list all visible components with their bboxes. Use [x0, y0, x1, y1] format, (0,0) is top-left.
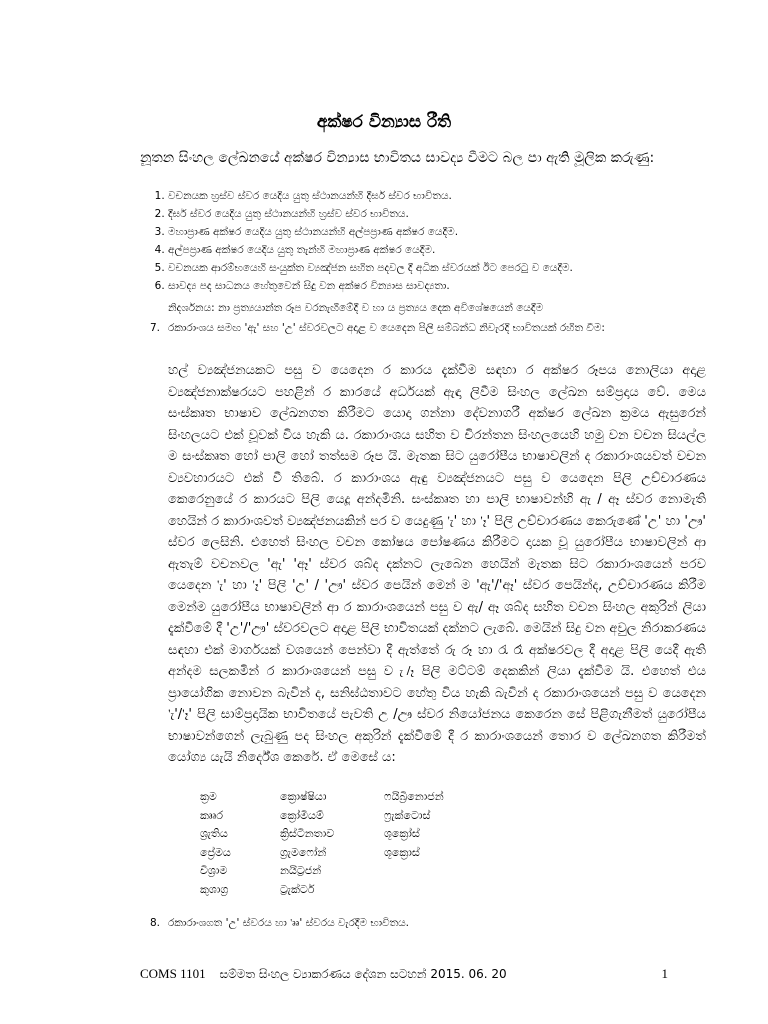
rule-item: 1. වචනයක හ්‍රස්ව ස්වර යෙදිය යුතු ස්ථානයන්හි දීර්ඝ ස්වර භාවිතය. [168, 189, 724, 204]
rule-item: 2. දීර්ඝ ස්වර යෙදිය යුතු ස්ථානයන්හි හ්‍රස්ව ස්වර භාවිතය. [168, 207, 724, 222]
item-number: 7. [150, 322, 161, 334]
intro-paragraph: නූතන සිංහල ලේඛනයේ අක්ෂර වින්‍යාස භාවිතය සාවද්‍ය වීමට බල පා ඇති මූලික කරුණු: [140, 150, 655, 166]
word-cell: ශූක්‍රෝස් [384, 827, 420, 841]
course-code: COMS 1101 [140, 966, 206, 981]
rule-item-8 [150, 916, 706, 931]
word-row [200, 807, 494, 826]
page-number: 1 [661, 966, 668, 981]
item-text: රකාරාංශය සමඟ 'ඇ' සහ 'උ' ස්වරවලට අදාළ ව යෙදෙන පිලි සම්බන්ධ නිවැරදි භාවිතයක් රහිත වීම: [168, 322, 605, 334]
word-cell: විශ්‍රාම [200, 864, 228, 878]
word-cell: ක්‍රිස්ටිනතාව [280, 827, 335, 841]
page-footer [140, 966, 668, 982]
body-paragraph: හල් ව්‍යඤ්ජනයකට පසු ව යෙදෙන ර කාරය දැක්වීම සඳහා ර අක්ෂර රූපය නොලියා අදාළ ව්‍යඤ්ජනාක්ෂරයට පහළින් ර කාරයේ අර්ධයක් ඇඳා ලිවීම සිංහල ලේඛන සම්ප්‍රදාය වේ. මෙය සංස්කෘත භාෂාව ලේඛනගත කිරීමට යොදා ගන්නා දේවනාගරී අක්ෂර ලේඛන ක්‍රමය ඇසුරෙන් සිංහලයට එක් වූවක් විය හැකි ය. රකාරාංශය සහිත ව චිරන්තන සිංහලයෙහි හමු වන වචන සියල්ල ම සංස්කෘත හෝ පාලි හෝ තත්සම රූප යි. මැතක සිට යුරෝපීය භාෂාවලින් ද රකාරාංශයවත් වචන ව්‍යවහාරයට එක් වී තිබේ. ර කාරාංශය ඇඳු ව්‍යඤ්ජනයට පසු ව යෙදෙන පිලි උච්චාරණය කෙරෙනුයේ ර කාරයට පිලි යෙදූ අන්දමිනි. සංස්කෘත හා පාලි භාෂාවන්හි ඇ / ඈ ස්වර නොමැති හෙයින් ර කාරාංශවත් ව්‍යඤ්ජනයකින් පර ව යෙදුණු 'ැ' හා 'ෑ' පිලි උච්චාරණය කෙරුණේ 'උ' හා 'ඌ' ස්වර ලෙසිනි. එහෙත් සිංහල වචන කෝෂය පෝෂණය කිරීමට දායක වූ යුරෝපීය භාෂාවලින් ආ ඇතැම් වචනවල 'ඇ' 'ඈ' ස්වර ශබ්ද දක්නට ලැබෙන හෙයින් මැතක සිට රකාරාංශයෙන් පරව යෙදෙන 'ැ' හා 'ෑ' පිලි 'උ' / 'ඌ' ස්වර පෙයින් මෙන් ම 'ඇ'/'ඈ' ස්වර පෙයින්ද, උච්චාරණය කිරීම මෙන්ම යුරෝපීය භාෂාවලින් ආ ර කාරාංශයෙන් පසු ව ඇ/ ඈ ශබ්ද සහිත වචන සිංහල අකුරින් ලියා දැක්වීමේ දී 'උ'/'ඌ' ස්වරවලට අදාළ පිලි භාවිතයක් දක්නට ලැබේ. මෙයින් සිදු වන අවුල නිරාකරණය සඳහා එක් මාර්ගයක් වශයෙන් පෙන්වා දී ඇත්තේ රු රූ හා රැ රෑ අක්ෂරවල දී අදාළ පිලි යෙදී ඇති අන්දම සලකමින් ර කාරාංශයෙන් පසු ව ැ/ෑ පිලි මට්ටම් දෙකකින් ලියා දැක්වීම යි. එහෙත් එය ප්‍රායෝගික නොවන බැවින් ද, සනිඝ්ඨතාවට හේතු විය හැකි බැවින් ද රකාරාංශයෙන් පසු ව යෙදෙන 'ැ'/'ෑ' පිලි සාම්ප්‍රදායික භාවිතයේ පැවති උ /ඌ ස්වර නියෝජනය කෙරෙන සේ පිළිගැනීමත් යුරෝපීය භාෂාවන්ගෙන් ලැබුණු පද සිංහල අකුරින් දැක්වීමේ දී ර කාරාංශයෙන් තොර ව ලේඛනගත කිරීමත් යෝග්‍ය යැයි නිර්දේශ කෙරේ. ඒ මෙසේ ය: [168, 363, 706, 765]
rule-item: 4. අල්පප්‍රාණ අක්ෂර යෙදිය යුතු තැන්හි මහාප්‍රාණ අක්ෂර යෙදීම. [168, 243, 724, 258]
word-cell: ප්‍රේමය [200, 845, 231, 859]
rule-item-7 [150, 321, 706, 336]
word-cell [384, 862, 494, 881]
rule-item: 5. වචනයක ආරම්භයෙහි සංයුක්ත ව්‍යඤ්ජන සහිත පදවල දී අධික ස්වරයක් ඊට පෙරටු ව යෙදීම. [168, 261, 724, 276]
word-cell: ශූක්‍රොස් [384, 845, 420, 859]
word-cell: ක්‍රොෂ්ෂියා [280, 790, 327, 803]
word-cell [384, 881, 494, 900]
page-title: අක්ෂර වින්‍යාස රීති [316, 112, 452, 132]
word-cell: ග්‍රැමෆෝන් [280, 845, 327, 859]
footer-subtitle: සම්මත සිංහල ව්‍යාකරණය දේශන සටහන් 2015. 06. 20 [219, 967, 507, 981]
word-cell: කුශාග්‍ර [200, 882, 229, 896]
rules-list [150, 189, 724, 297]
word-cell: ෆයිබ්‍රිනොජන් [384, 790, 444, 803]
rule-item: 6. සාවද්‍ය පද සාධනය හේතුවෙන් සිදු වන අක්ෂර වින්‍යාස සාවද්‍යතා. [168, 279, 724, 294]
word-cell: නයිට්‍රජන් [280, 864, 322, 878]
word-row [200, 881, 494, 900]
word-cell: ෆ්‍රැක්ටොස් [384, 808, 431, 822]
word-row [200, 862, 494, 881]
word-cell: ට්‍රැක්ටර් [280, 882, 315, 896]
item-number: 8. [150, 917, 161, 929]
word-row [200, 788, 494, 807]
word-cell: ශ්‍රැතිය [200, 827, 228, 841]
example-word-table [200, 788, 494, 900]
item-text: රකාරාංශගත 'උ' ස්වරය හා 'ෲ' ස්වරය වැරදීම භාවිතය. [168, 917, 410, 929]
word-row [200, 825, 494, 844]
word-cell: ක්‍රම [200, 790, 217, 803]
word-cell: ක්‍රෝමියම් [280, 808, 324, 822]
word-row [200, 844, 494, 863]
word-cell: ක්‍රූර [200, 808, 224, 822]
example-note: නිදර්ශනය: නා ප්‍රත්‍යයාන්ත රූප වරනැඟීමේදී ව හා ය ප්‍රත්‍යය දෙක අවිශේෂයෙන් යෙදීම [168, 302, 544, 314]
rule-item: 3. මහාප්‍රාණ අක්ෂර යෙදිය යුතු ස්ථානයන්හි අල්පප්‍රාණ අක්ෂර යෙදීම. [168, 225, 724, 240]
